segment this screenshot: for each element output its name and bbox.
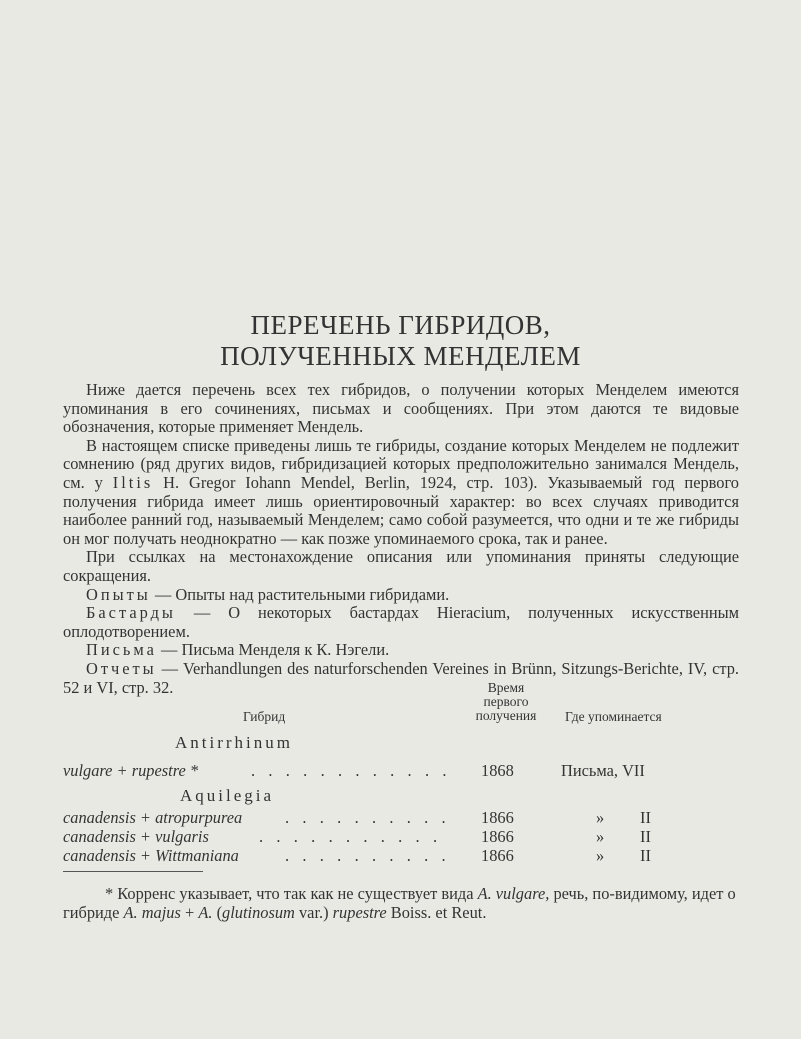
leader-dots: . . . . . . . . . . bbox=[285, 808, 451, 827]
column-header-time bbox=[466, 681, 546, 723]
abbreviation-opyty: Опыты — Опыты над растительными гибридами. bbox=[86, 584, 450, 604]
ditto-mark: » bbox=[596, 808, 605, 827]
intro-paragraph-1: Ниже дается перечень всех тех гибридов, о получении которых Менделем имеются упоминания в его сочинениях, письмах и сообщениях. При этом даются те видовые обозначения, которые применяет Мендель. bbox=[63, 380, 739, 437]
leader-dots: . . . . . . . . . . . bbox=[259, 827, 442, 846]
letter-number: II bbox=[640, 827, 651, 846]
intro-paragraph-3: При ссылках на местонахождение описания или упоминания приняты следующие сокращения. bbox=[63, 547, 739, 585]
year-cell: 1866 bbox=[481, 827, 514, 846]
genus-heading-aquilegia: Aquilegia bbox=[180, 786, 275, 805]
leader-dots: . . . . . . . . . . bbox=[285, 846, 451, 865]
letter-number: II bbox=[640, 808, 651, 827]
column-header-hybrid: Гибрид bbox=[243, 709, 286, 724]
abbreviation-bastardy: Бастарды — О некоторых бастардах Hieracium, полученных искусственным оплодотворением. bbox=[63, 603, 739, 641]
ditto-mark: » bbox=[596, 827, 605, 846]
ditto-mark: » bbox=[596, 846, 605, 865]
hybrid-name: vulgare + rupestre * bbox=[63, 761, 199, 780]
page-title-line-1: ПЕРЕЧЕНЬ ГИБРИДОВ, bbox=[250, 310, 551, 340]
year-cell: 1866 bbox=[481, 808, 514, 827]
column-header-time-line-1: Время bbox=[487, 680, 525, 695]
column-header-time-line-2: первого bbox=[483, 694, 529, 709]
hybrid-name: canadensis + vulgaris bbox=[63, 827, 209, 846]
year-cell: 1866 bbox=[481, 846, 514, 865]
intro-paragraph-2: В настоящем списке приведены лишь те гибриды, создание которых Менделем не подлежит сомнению (ряд других видов, гибридизацией которых предположительно занимался Мендель, см. у Iltis H. Gregor Iohann Mendel, Berlin, 1924, стр. 103). Указываемый год первого получения гибрида имеет лишь ориентировочный характер: во всех случаях приводится наиболее ранний год, называемый Менделем; само собой разумеется, что одни и те же гибриды он мог получать неоднократно — как позже упоминаемого срока, так и ранее. bbox=[63, 435, 740, 548]
page-title-line-2: ПОЛУЧЕННЫХ МЕНДЕЛЕМ bbox=[220, 341, 581, 371]
hybrid-name: canadensis + Wittmaniana bbox=[63, 846, 239, 865]
footnote-divider bbox=[63, 871, 203, 872]
where-cell: Письма, VII bbox=[561, 761, 645, 780]
column-header-where: Где упоминается bbox=[565, 709, 662, 724]
year-cell: 1868 bbox=[481, 761, 514, 780]
genus-heading-antirrhinum: Antirrhinum bbox=[175, 733, 293, 752]
footnote: * Корренс указывает, что так как не существует вида A. vulgare, речь, по-видимому, идет о гибриде A. majus + A. (glutinosum var.) rupestre Boiss. et Reut. bbox=[63, 884, 736, 922]
author-iltis: Iltis bbox=[112, 472, 154, 492]
letter-number: II bbox=[640, 846, 651, 865]
column-header-time-line-3: получения bbox=[475, 708, 537, 723]
intro-text bbox=[63, 381, 739, 697]
abbreviation-otchety: Отчеты — Verhandlungen des naturforschenden Vereines in Brünn, Sitzungs-Berichte, IV, стр. 52 и VI, стр. 32. bbox=[63, 658, 739, 697]
hybrid-name: canadensis + atropurpurea bbox=[63, 808, 243, 827]
leader-dots: . . . . . . . . . . . . bbox=[251, 761, 452, 780]
abbreviation-pisma: Письма — Письма Менделя к К. Нэгели. bbox=[86, 640, 390, 660]
